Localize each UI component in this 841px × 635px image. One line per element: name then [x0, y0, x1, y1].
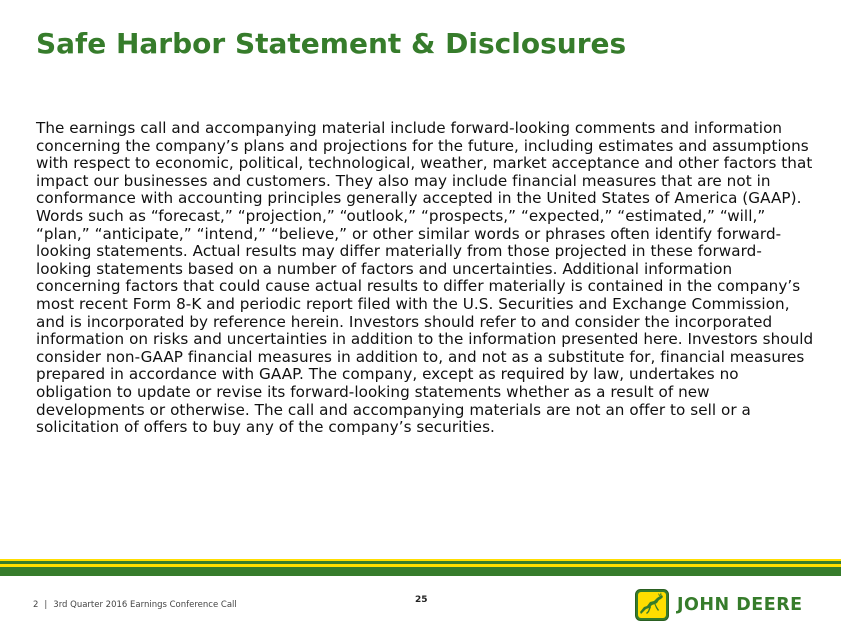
john-deere-brand — [635, 589, 803, 621]
footer-separator: | — [44, 600, 48, 610]
leaping-deer-logo-icon — [635, 589, 669, 621]
slide-number: 2 — [33, 600, 39, 610]
page-number: 25 — [415, 595, 428, 605]
footer-caption — [33, 600, 237, 610]
slide-title: Safe Harbor Statement & Disclosures — [36, 27, 627, 60]
safe-harbor-body-text: The earnings call and accompanying material include forward-looking comments and information concerning the company’s plans and projections for the future, including estimates and assumptions with respect to economic, political, technological, weather, market acceptance and other factors that impact our businesses and customers. They also may include financial measures that are not in conformance with accounting principles generally accepted in the United States of America (GAAP). Words such as “forecast,” “projection,” “outlook,” “prospects,” “expected,” “estimated,” “will,” “plan,” “anticipate,” “intend,” “believe,” or other similar words or phrases often identify forward-looking statements. Actual results may differ materially from those projected in these forward-looking statements based on a number of factors and uncertainties. Additional information concerning factors that could cause actual results to differ materially is contained in the company’s most recent Form 8-K and periodic report filed with the U.S. Securities and Exchange Commission, and is incorporated by reference herein. Investors should refer to and consider the incorporated information on risks and uncertainties in addition to the information presented here. Investors should consider non-GAAP financial measures in addition to, and not as a substitute for, financial measures prepared in accordance with GAAP. The company, except as required by law, undertakes no obligation to update or revise its forward-looking statements whether as a result of new developments or otherwise. The call and accompanying materials are not an offer to sell or a solicitation of offers to buy any of the company’s securities. — [36, 119, 814, 437]
presentation-name: 3rd Quarter 2016 Earnings Conference Call — [53, 600, 237, 610]
brand-name: JOHN DEERE — [677, 595, 803, 615]
footer-stripe-green-thick — [0, 567, 841, 576]
